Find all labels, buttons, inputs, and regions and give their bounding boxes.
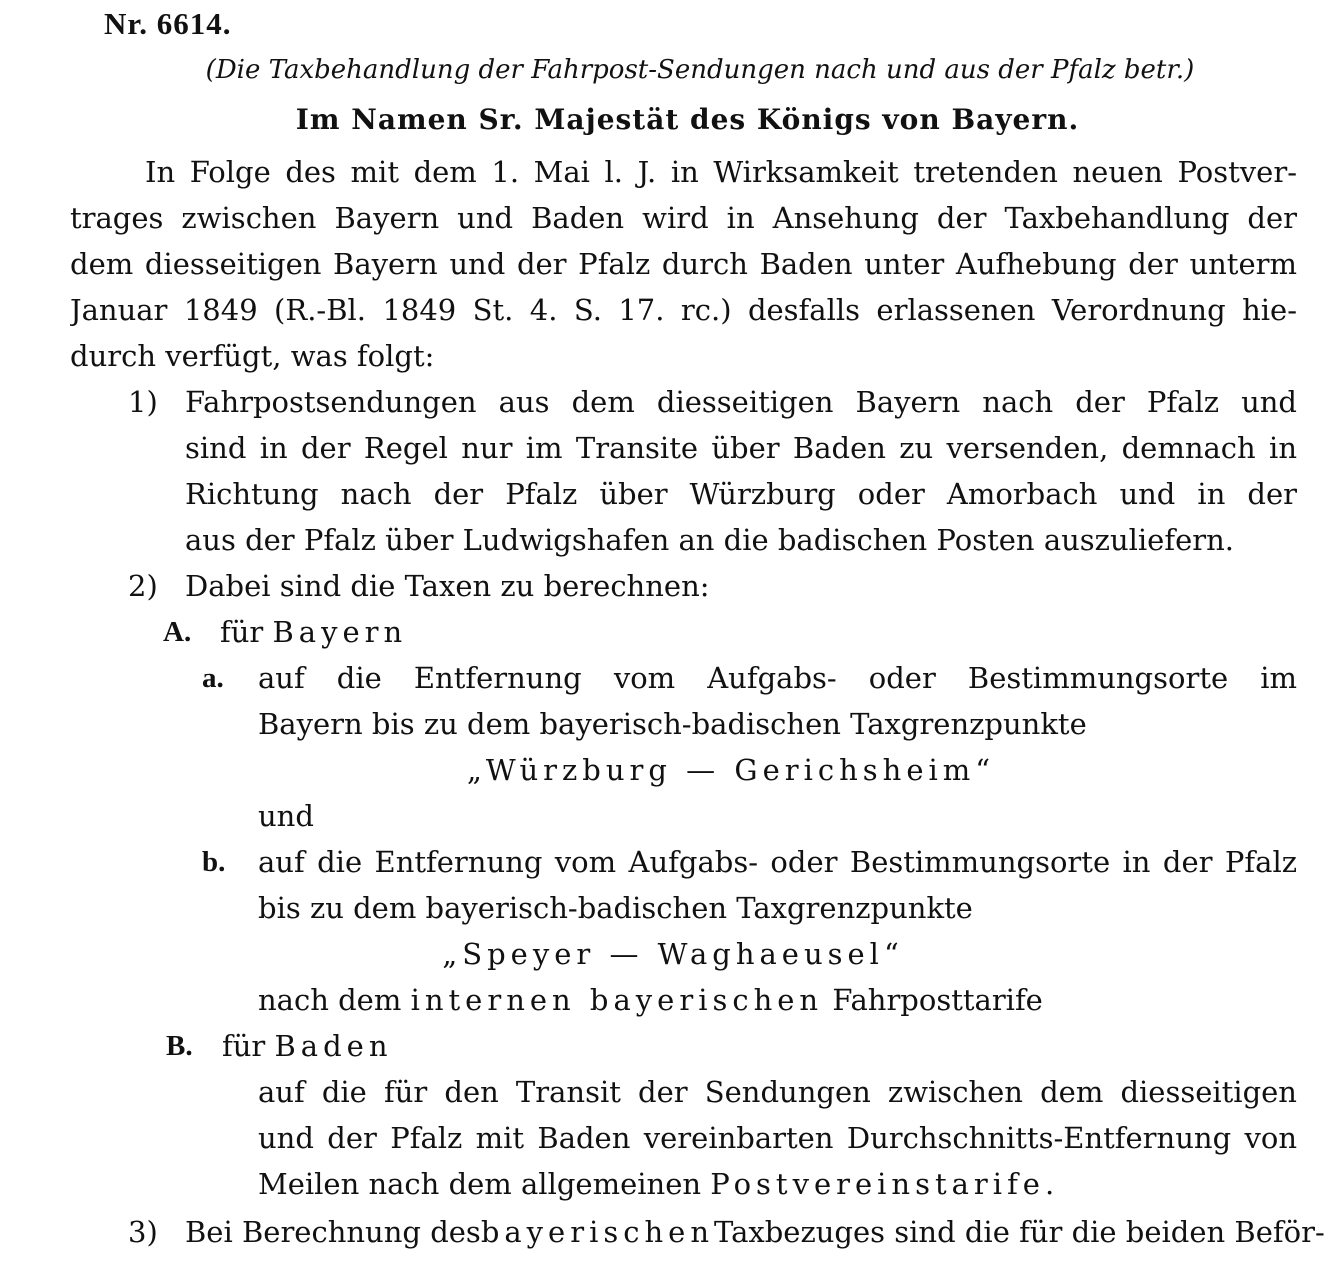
sub-b-label: b. <box>202 846 226 878</box>
item-3-line-1 <box>185 1212 1325 1252</box>
sub-a-line-1: auf die Entfernung vom Aufgabs- oder Bestimmungsorte im <box>258 661 1297 695</box>
section-b-line-3-prefix: Meilen nach dem allgemeinen <box>258 1167 702 1201</box>
section-a-heading-prefix: für <box>220 615 264 649</box>
item-2-number: 2) <box>128 569 158 603</box>
sub-b-tariff-emphasis: internen bayerischen <box>410 983 824 1017</box>
item-1-line-3: Richtung nach der Pfalz über Würzburg oder Amorbach und in der <box>185 477 1297 511</box>
section-b-heading-country: Baden <box>274 1029 393 1063</box>
sub-b-tariff-prefix: nach dem <box>258 983 402 1017</box>
item-3-prefix: Bei Berechnung des <box>185 1215 481 1249</box>
section-a-heading <box>220 612 407 652</box>
sub-b-line-2: bis zu dem bayerisch-badischen Taxgrenzpunkte <box>258 891 973 925</box>
item-2-text: Dabei sind die Taxen zu berechnen: <box>185 569 710 603</box>
item-3-emphasis: bayerischen <box>480 1215 714 1249</box>
document-number: Nr. 6614. <box>104 6 232 41</box>
sub-a-connector: und <box>258 799 314 833</box>
section-b-line-3-emphasis: Postvereinstarife. <box>710 1167 1060 1201</box>
item-1-number: 1) <box>128 385 158 419</box>
sub-b-tariff <box>258 980 1043 1020</box>
section-b-line-2: und der Pfalz mit Baden vereinbarten Durchschnitts-Entfernung von <box>258 1121 1297 1155</box>
item-3-suffix: Taxbezuges sind die für die beiden Beför- <box>714 1215 1325 1249</box>
section-a-heading-country: Bayern <box>272 615 408 649</box>
sub-b-tariff-suffix: Fahrposttarife <box>832 983 1043 1017</box>
intro-line-2: trages zwischen Bayern und Baden wird in Ansehung der Taxbehandlung der <box>70 201 1297 235</box>
intro-line-1: In Folge des mit dem 1. Mai l. J. in Wirksamkeit tretenden neuen Postver- <box>145 155 1297 189</box>
section-b-label: B. <box>166 1030 193 1062</box>
section-a-label: A. <box>163 616 192 648</box>
item-3-number: 3) <box>128 1215 158 1249</box>
item-1-line-2: sind in der Regel nur im Transite über Baden zu versenden, demnach in <box>185 431 1297 465</box>
section-b-heading <box>222 1026 393 1066</box>
sub-b-border-point: „Speyer — Waghaeusel“ <box>442 937 904 971</box>
sub-b-line-1: auf die Entfernung vom Aufgabs- oder Bestimmungsorte in der Pfalz <box>258 845 1297 879</box>
document-subject: (Die Taxbehandlung der Fahrpost-Sendungen nach und aus der Pfalz betr.) <box>205 55 1195 85</box>
sub-a-label: a. <box>202 662 224 694</box>
intro-line-4: Januar 1849 (R.-Bl. 1849 St. 4. S. 17. rc.) desfalls erlassenen Verordnung hie- <box>70 293 1297 327</box>
item-1-line-1: Fahrpostsendungen aus dem diesseitigen Bayern nach der Pfalz und <box>185 385 1297 419</box>
sub-a-line-2: Bayern bis zu dem bayerisch-badischen Taxgrenzpunkte <box>258 707 1087 741</box>
section-b-line-3 <box>258 1164 1059 1204</box>
document-preamble: Im Namen Sr. Majestät des Königs von Bayern. <box>295 103 1080 136</box>
item-1-line-4: aus der Pfalz über Ludwigshafen an die badischen Posten auszuliefern. <box>185 523 1234 557</box>
section-b-heading-prefix: für <box>222 1029 266 1063</box>
intro-line-5: durch verfügt, was folgt: <box>70 339 435 373</box>
sub-a-border-point: „Würzburg — Gerichsheim“ <box>466 753 996 787</box>
section-b-line-1: auf die für den Transit der Sendungen zwischen dem diesseitigen <box>258 1075 1297 1109</box>
intro-line-3: dem diesseitigen Bayern und der Pfalz durch Baden unter Aufhebung der unterm <box>70 247 1297 281</box>
